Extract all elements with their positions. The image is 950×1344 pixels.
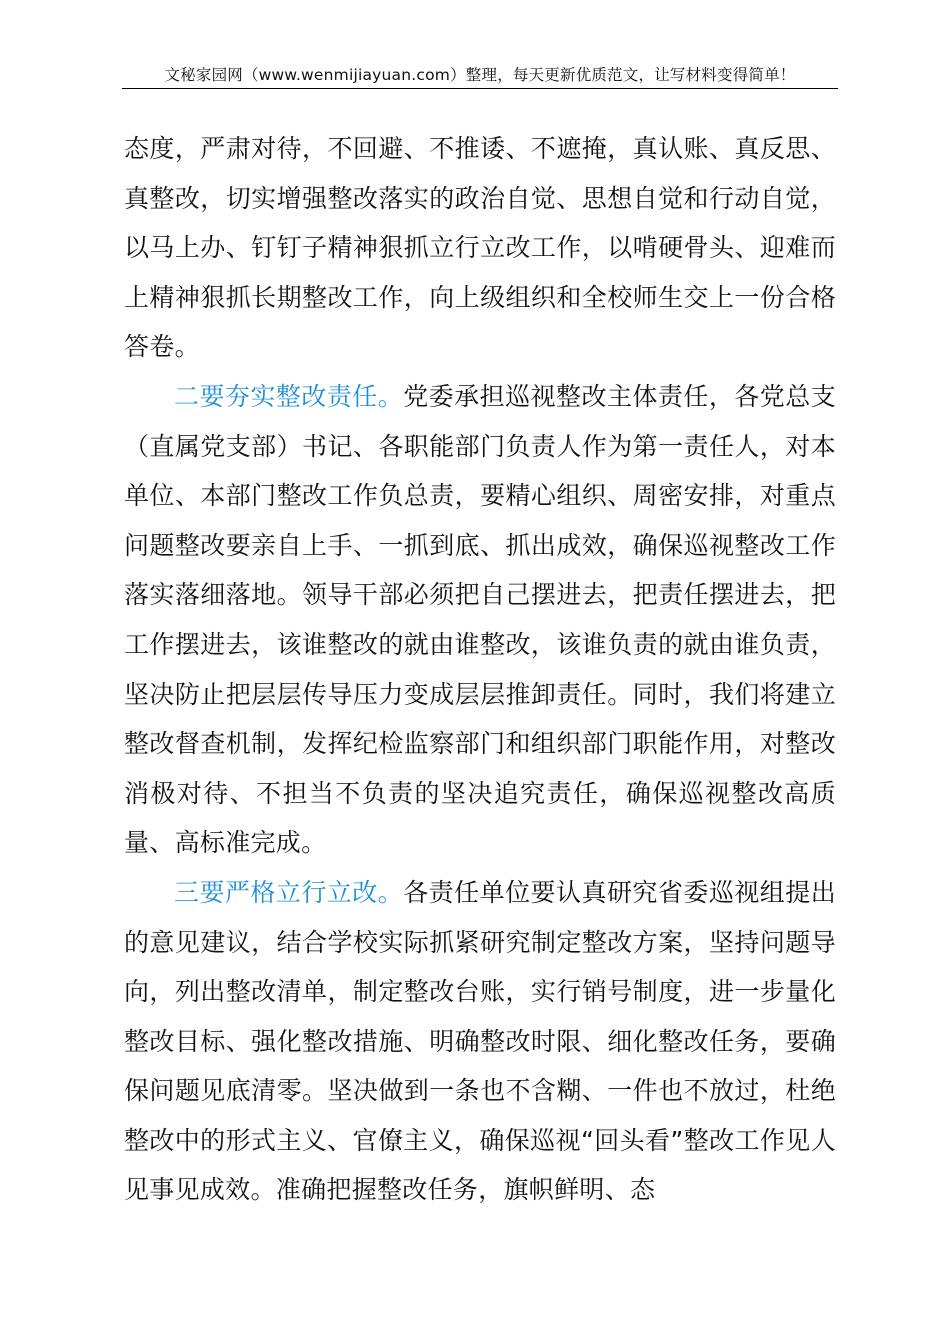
header-divider: [122, 88, 838, 89]
paragraph-2: [124, 372, 836, 868]
page-header: 文秘家园网（www.wenmijiayuan.com）整理，每天更新优质范文，让写材料变得简单！: [164, 66, 796, 84]
paragraph-3-text: 各责任单位要认真研究省委巡视组提出的意见建议，结合学校实际抓紧研究制定整改方案，坚持问题导向，列出整改清单，制定整改台账，实行销号制度，进一步量化整改目标、强化整改措施、明确整改时限、细化整改任务，要确保问题见底清零。坚决做到一条也不含糊、一件也不放过，杜绝整改中的形式主义、官僚主义，确保巡视“回头看”整改工作见人见事见成效。准确把握整改任务，旗帜鲜明、态: [124, 877, 837, 1205]
paragraph-2-text: 党委承担巡视整改主体责任，各党总支（直属党支部）书记、各职能部门负责人作为第一责任人，对本单位、本部门整改工作负总责，要精心组织、周密安排，对重点问题整改要亲自上手、一抓到底、抓出成效，确保巡视整改工作落实落细落地。领导干部必须把自己摆进去，把责任摆进去，把工作摆进去，该谁整改的就由谁整改，该谁负责的就由谁负责，坚决防止把层层传导压力变成层层推卸责任。同时，我们将建立整改督查机制，发挥纪检监察部门和组织部门职能作用，对整改消极对待、不担当不负责的坚决追究责任，确保巡视整改高质量、高标准完成。: [124, 381, 837, 858]
paragraph-1-text: 态度，严肃对待，不回避、不推诿、不遮掩，真认账、真反思、真整改，切实增强整改落实的政治自觉、思想自觉和行动自觉，以马上办、钉钉子精神狠抓立行立改工作，以啃硬骨头、迎难而上精神狠抓长期整改工作，向上级组织和全校师生交上一份合格答卷。: [124, 134, 836, 362]
paragraph-3-heading: 三要严格立行立改。: [174, 877, 404, 907]
paragraph-1: [124, 124, 836, 372]
paragraph-3: [124, 868, 836, 1215]
document-body: [124, 124, 836, 1215]
paragraph-2-heading: 二要夯实整改责任。: [174, 381, 404, 411]
